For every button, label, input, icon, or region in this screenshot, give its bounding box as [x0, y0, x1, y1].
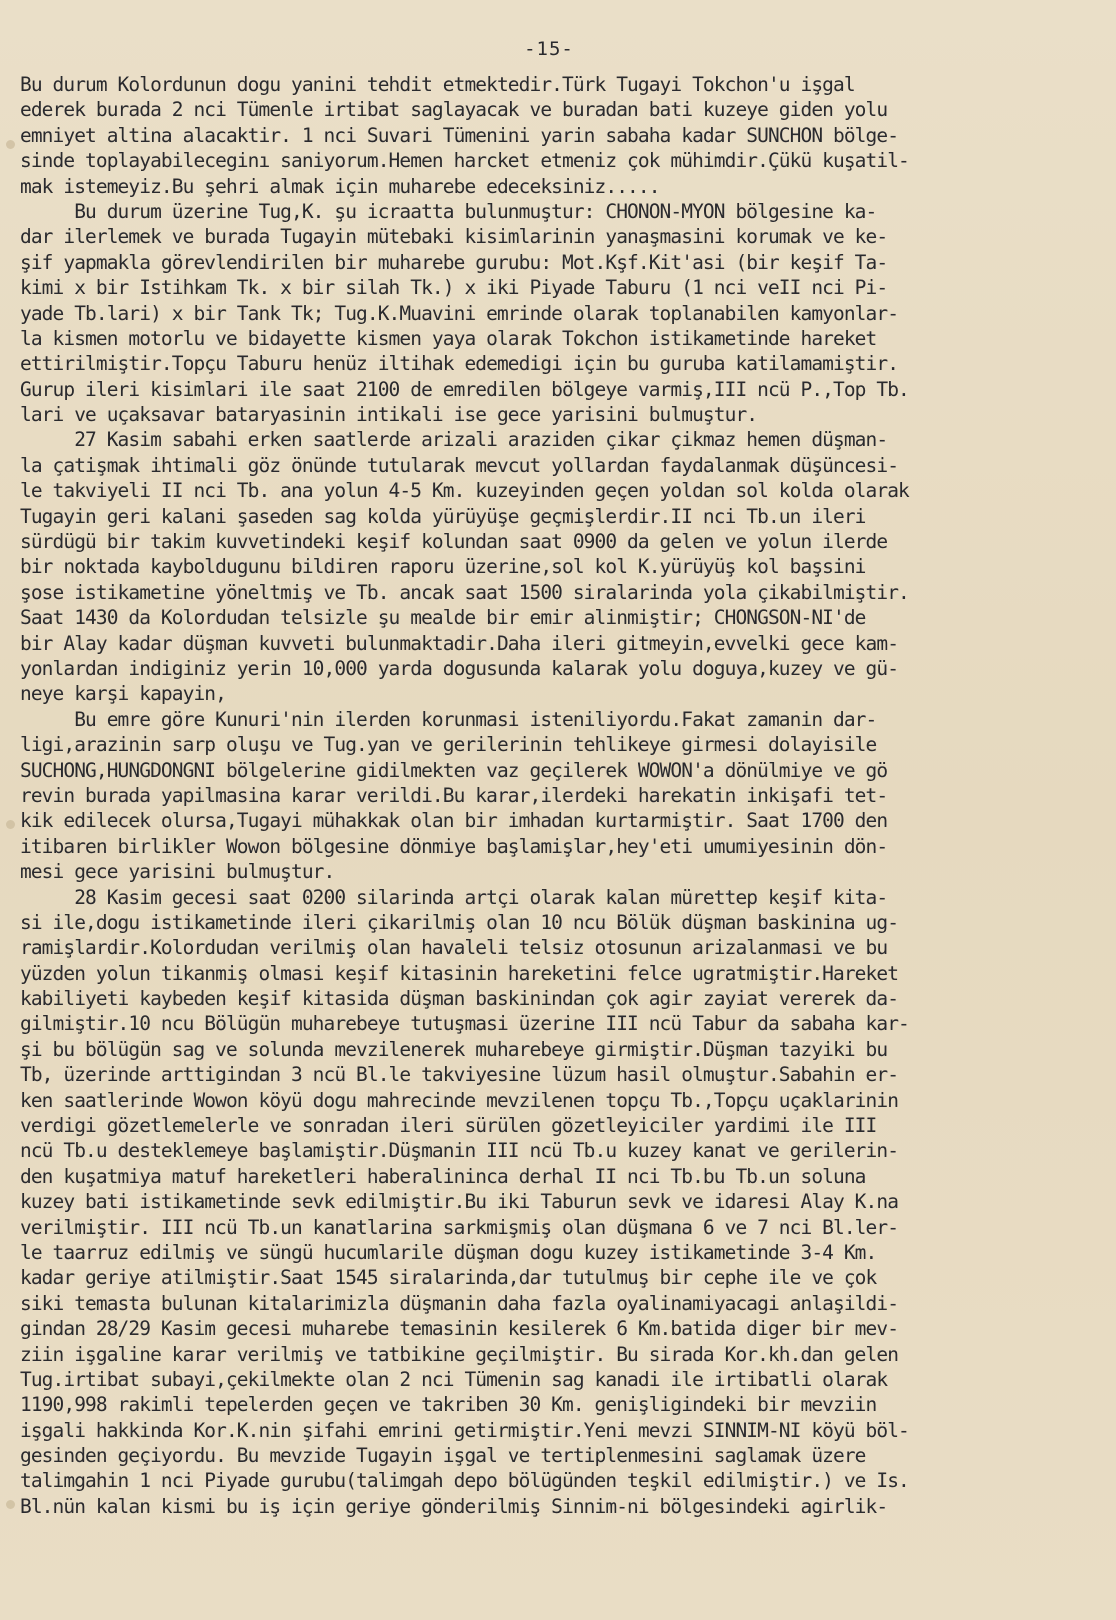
text-line: Bu durum üzerine Tug,K. şu icraatta bulunmuştur: CHONON-MYON bölgesine ka-	[20, 199, 877, 223]
typewritten-body	[20, 72, 1078, 1519]
text-line: la kismen motorlu ve bidayette kismen yaya olarak Tokchon istikametinde hareket	[20, 326, 877, 350]
text-line: le taarruz edilmiş ve süngü hucumlarile düşman dogu kuzey istikametinde 3-4 Km.	[20, 1240, 877, 1264]
text-line: verdigi gözetlemelerle ve sonradan ileri sürülen gözetleyiciler yardimi ile III	[20, 1114, 877, 1138]
text-line: SUCHONG,HUNGDONGNI bölgelerine gidilmekten vaz geçilerek WOWON'a dönülmiye ve gö	[20, 758, 888, 782]
text-line: kik edilecek olursa,Tugayi mühakkak olan bir imhadan kurtarmiştir. Saat 1700 den	[20, 809, 888, 833]
text-line: si ile,dogu istikametinde ileri çikarilmiş olan 10 ncu Bölük düşman baskinina ug-	[20, 910, 899, 934]
text-line: şif yapmakla görevlendirilen bir muharebe gurubu: Mot.Kşf.Kit'asi (bir keşif Ta-	[20, 250, 888, 274]
page-number: -15-	[524, 38, 574, 60]
text-line: kuzey bati istikametinde sevk edilmiştir.Bu iki Taburun sevk ve idaresi Alay K.na	[20, 1190, 899, 1214]
text-line: Bu emre göre Kunuri'nin ilerden korunmasi isteniliyordu.Fakat zamanin dar-	[20, 707, 877, 731]
text-line: verilmiştir. III ncü Tb.un kanatlarina sarkmişmiş olan düşmana 6 ve 7 nci Bl.ler-	[20, 1215, 899, 1239]
text-line: Gurup ileri kisimlari ile saat 2100 de emredilen bölgeye varmiş,III ncü P.,Top Tb.	[20, 377, 909, 401]
text-line: şose istikametine yöneltmiş ve Tb. ancak saat 1500 siralarinda yola çikabilmiştir.	[20, 580, 909, 604]
text-line: Bu durum Kolordunun dogu yanini tehdit etmektedir.Türk Tugayi Tokchon'u işgal	[20, 73, 855, 96]
text-line: Tug.irtibat subayi,çekilmekte olan 2 nci Tümenin sag kanadi ile irtibatli olarak	[20, 1367, 888, 1391]
text-line: gilmiştir.10 ncu Bölügün muharebeye tutuşmasi üzerine III ncü Tabur da sabaha kar-	[20, 1012, 909, 1036]
text-line: ligi,arazinin sarp oluşu ve Tug.yan ve gerilerinin tehlikeye girmesi dolayisile	[20, 733, 877, 757]
text-line: ncü Tb.u desteklemeye başlamiştir.Düşmanin III ncü Tb.u kuzey kanat ve gerilerin-	[20, 1139, 899, 1163]
text-line: neye karşi kapayin,	[20, 682, 226, 706]
text-line: 27 Kasim sabahi erken saatlerde arizali araziden çikar çikmaz hemen düşman-	[20, 428, 888, 452]
text-line: emniyet altina alacaktir. 1 nci Suvari Tümenini yarin sabaha kadar SUNCHON bölge-	[20, 123, 899, 147]
text-line: gesinden geçiyordu. Bu mevzide Tugayin işgal ve tertiplenmesini saglamak üzere	[20, 1444, 866, 1468]
text-line: ettirilmiştir.Topçu Taburu henüz iltihak edemedigi için bu guruba katilamamiştir.	[20, 352, 899, 376]
text-line: lari ve uçaksavar bataryasinin intikali ise gece yarisini bulmuştur.	[20, 403, 758, 427]
text-line: kabiliyeti kaybeden keşif kitasida düşman baskinindan çok agir zayiat vererek da-	[20, 987, 899, 1011]
text-line: 28 Kasim gecesi saat 0200 silarinda artçi olarak kalan mürettep keşif kita-	[20, 885, 888, 909]
text-line: Tb, üzerinde arttigindan 3 ncü Bl.le takviyesine lüzum hasil olmuştur.Sabahin er-	[20, 1063, 899, 1087]
punch-hole-mark	[6, 820, 15, 829]
text-line: revin burada yapilmasina karar verildi.Bu karar,ilerdeki harekatin inkişafi tet-	[20, 783, 888, 807]
text-line: gindan 28/29 Kasim gecesi muharebe temasinin kesilerek 6 Km.batida diger bir mev-	[20, 1317, 899, 1341]
text-line: Bl.nün kalan kismi bu iş için geriye gönderilmiş Sinnim-ni bölgesindeki agirlik-	[20, 1494, 888, 1518]
text-line: la çatişmak ihtimali göz önünde tutularak mevcut yollardan faydalanmak düşüncesi-	[20, 453, 899, 477]
text-line: kimi x bir Istihkam Tk. x bir silah Tk.) x iki Piyade Taburu (1 nci veII nci Pi-	[20, 276, 888, 300]
text-line: siki temasta bulunan kitalarimizla düşmanin daha fazla oyalinamiyacagi anlaşildi-	[20, 1291, 899, 1315]
text-line: 1190,998 rakimli tepelerden geçen ve takriben 30 Km. genişligindeki bir mevziin	[20, 1393, 877, 1417]
text-line: yüzden yolun tikanmiş olmasi keşif kitasinin hareketini felce ugratmiştir.Hareket	[20, 961, 899, 985]
text-line: ederek burada 2 nci Tümenle irtibat saglayacak ve buradan bati kuzeye giden yolu	[20, 98, 888, 122]
text-line: dar ilerlemek ve burada Tugayin mütebaki kisimlarinin yanaşmasini korumak ve ke-	[20, 225, 888, 249]
text-line: yonlardan indiginiz yerin 10,000 yarda dogusunda kalarak yolu doguya,kuzey ve gü-	[20, 656, 899, 680]
text-line: bir Alay kadar düşman kuvveti bulunmaktadir.Daha ileri gitmeyin,evvelki gece kam-	[20, 631, 899, 655]
text-line: talimgahin 1 nci Piyade gurubu(talimgah depo bölügünden teşkil edilmiştir.) ve Is.	[20, 1469, 909, 1493]
text-line: şi bu bölügün sag ve solunda mevzilenerek muharebeye girmiştir.Düşman tazyiki bu	[20, 1037, 888, 1061]
text-line: le takviyeli II nci Tb. ana yolun 4-5 Km. kuzeyinden geçen yoldan sol kolda olarak	[20, 479, 909, 503]
text-line: den kuşatmiya matuf hareketleri haberalininca derhal II nci Tb.bu Tb.un soluna	[20, 1164, 866, 1188]
text-line: bir noktada kayboldugunu bildiren raporu üzerine,sol kol K.yürüyüş kol başsini	[20, 555, 866, 579]
text-line: sinde toplayabileceginı saniyorum.Hemen harcket etmeniz çok mühimdir.Çükü kuşatil-	[20, 149, 909, 173]
punch-hole-mark	[6, 140, 15, 149]
text-line: işgali hakkinda Kor.K.nin şifahi emrini getirmiştir.Yeni mevzi SINNIM-NI köyü böl-	[20, 1418, 909, 1442]
text-line: Saat 1430 da Kolordudan telsizle şu mealde bir emir alinmiştir; CHONGSON-NI'de	[20, 606, 866, 630]
punch-hole-mark	[6, 1500, 15, 1509]
text-line: mesi gece yarisini bulmuştur.	[20, 860, 335, 884]
text-line: ziin işgaline karar verilmiş ve tatbikine geçilmiştir. Bu sirada Kor.kh.dan gelen	[20, 1342, 899, 1366]
text-line: kadar geriye atilmiştir.Saat 1545 siralarinda,dar tutulmuş bir cephe ile ve çok	[20, 1266, 877, 1290]
text-line: mak istemeyiz.Bu şehri almak için muharebe edeceksiniz.....	[20, 174, 660, 198]
text-line: yade Tb.lari) x bir Tank Tk; Tug.K.Muavini emrinde olarak toplanabilen kamyonlar-	[20, 301, 899, 325]
text-line: sürdügü bir takim kuvvetindeki keşif kolundan saat 0900 da gelen ve yolun ilerde	[20, 530, 888, 554]
text-line: Tugayin geri kalani şaseden sag kolda yürüyüşe geçmişlerdir.II nci Tb.un ileri	[20, 504, 866, 528]
text-line: ramişlardir.Kolordudan verilmiş olan havaleli telsiz otosunun arizalanmasi ve bu	[20, 936, 888, 960]
text-line: ken saatlerinde Wowon köyü dogu mahrecinde mevzilenen topçu Tb.,Topçu uçaklarinin	[20, 1088, 899, 1112]
text-line: itibaren birlikler Wowon bölgesine dönmiye başlamişlar,hey'eti umumiyesinin dön-	[20, 834, 888, 858]
